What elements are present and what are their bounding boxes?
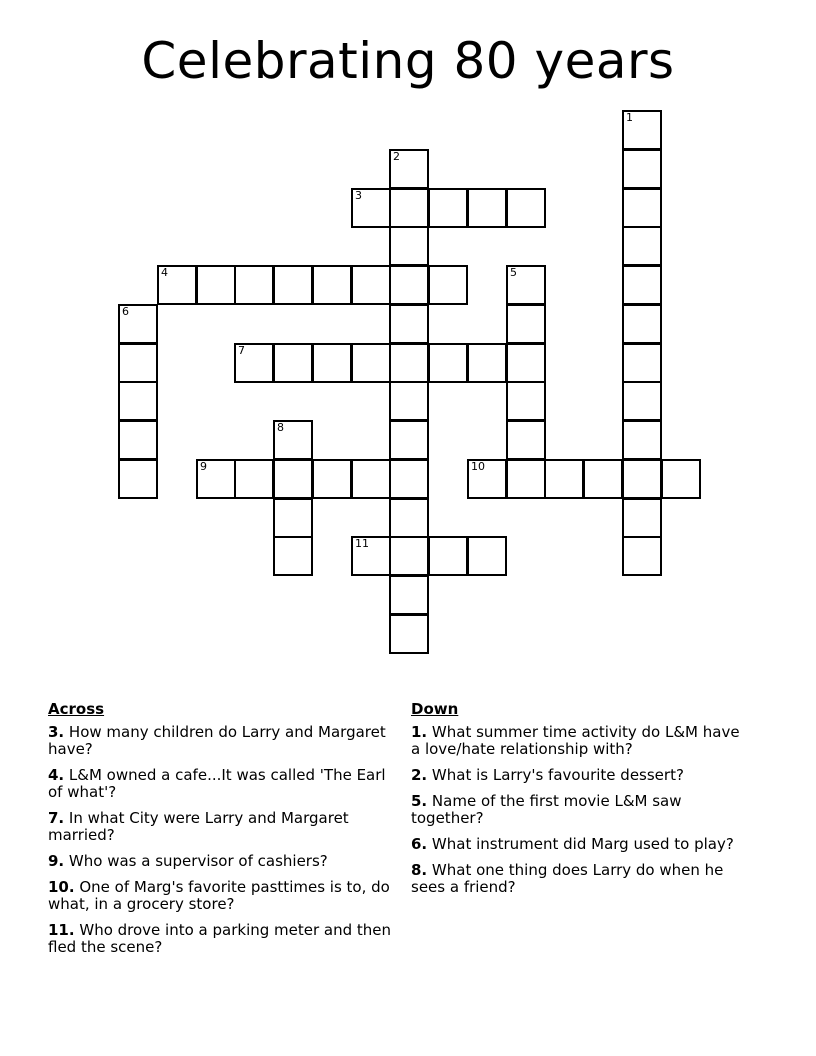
clue-number: 7. <box>48 809 65 827</box>
grid-cell[interactable] <box>506 265 546 305</box>
grid-cell[interactable] <box>273 536 313 576</box>
grid-cell[interactable] <box>506 381 546 421</box>
across-clue <box>48 879 393 913</box>
grid-cell[interactable] <box>118 420 158 460</box>
across-clue <box>48 724 393 758</box>
grid-cell[interactable] <box>428 343 468 383</box>
grid-cell[interactable] <box>622 498 662 538</box>
clue-number: 1. <box>411 723 428 741</box>
clue-text: How many children do Larry and Margaret have? <box>48 723 386 758</box>
across-clue <box>48 922 393 956</box>
clue-text: What is Larry's favourite dessert? <box>431 766 684 784</box>
down-clue <box>411 767 741 784</box>
grid-cell[interactable] <box>389 575 429 615</box>
cell-number: 3 <box>355 189 362 202</box>
grid-cell[interactable] <box>506 188 546 228</box>
grid-cell[interactable] <box>118 343 158 383</box>
clue-number: 3. <box>48 723 65 741</box>
grid-cell[interactable] <box>661 459 701 499</box>
grid-cell[interactable] <box>467 188 507 228</box>
cell-number: 10 <box>471 460 485 473</box>
grid-cell[interactable] <box>428 188 468 228</box>
clue-text: Who was a supervisor of cashiers? <box>68 852 328 870</box>
cell-number: 6 <box>122 305 129 318</box>
cell-number: 9 <box>200 460 207 473</box>
clue-text: One of Marg's favorite pasttimes is to, do what, in a grocery store? <box>48 878 390 913</box>
grid-cell[interactable] <box>234 343 274 383</box>
down-clue <box>411 793 741 827</box>
grid-cell[interactable] <box>118 304 158 344</box>
clue-text: What one thing does Larry do when he sees a friend? <box>411 861 724 896</box>
across-clue <box>48 853 393 870</box>
puzzle-title: Celebrating 80 years <box>141 32 675 90</box>
down-clues <box>411 700 741 905</box>
across-clues <box>48 700 393 965</box>
cell-number: 5 <box>510 266 517 279</box>
grid-cell[interactable] <box>389 420 429 460</box>
grid-cell[interactable] <box>389 226 429 266</box>
cell-number: 7 <box>238 344 245 357</box>
grid-cell[interactable] <box>389 188 429 228</box>
grid-cell[interactable] <box>622 110 662 150</box>
grid-cell[interactable] <box>389 343 429 383</box>
clue-number: 11. <box>48 921 75 939</box>
grid-cell[interactable] <box>312 343 352 383</box>
grid-cell[interactable] <box>389 265 429 305</box>
grid-cell[interactable] <box>312 459 352 499</box>
grid-cell[interactable] <box>118 459 158 499</box>
grid-cell[interactable] <box>273 498 313 538</box>
grid-cell[interactable] <box>467 536 507 576</box>
clue-number: 8. <box>411 861 428 879</box>
grid-cell[interactable] <box>389 614 429 654</box>
down-heading: Down <box>411 700 459 718</box>
across-clue <box>48 767 393 801</box>
grid-cell[interactable] <box>351 265 391 305</box>
clue-number: 4. <box>48 766 65 784</box>
cell-number: 4 <box>161 266 168 279</box>
clue-number: 10. <box>48 878 75 896</box>
grid-cell[interactable] <box>506 459 546 499</box>
down-clue <box>411 862 741 896</box>
grid-cell[interactable] <box>622 536 662 576</box>
grid-cell[interactable] <box>389 498 429 538</box>
grid-cell[interactable] <box>467 343 507 383</box>
grid-cell[interactable] <box>196 459 236 499</box>
grid-cell[interactable] <box>389 381 429 421</box>
clue-text: What instrument did Marg used to play? <box>431 835 734 853</box>
grid-cell[interactable] <box>273 343 313 383</box>
cell-number: 1 <box>626 111 633 124</box>
clue-text: Who drove into a parking meter and then fled the scene? <box>48 921 392 956</box>
grid-cell[interactable] <box>583 459 623 499</box>
down-clue <box>411 724 741 758</box>
grid-cell[interactable] <box>389 459 429 499</box>
grid-cell[interactable] <box>234 265 274 305</box>
grid-cell[interactable] <box>351 459 391 499</box>
grid-cell[interactable] <box>506 304 546 344</box>
grid-cell[interactable] <box>506 420 546 460</box>
clue-number: 9. <box>48 852 65 870</box>
grid-cell[interactable] <box>622 304 662 344</box>
grid-cell[interactable] <box>428 536 468 576</box>
grid-cell[interactable] <box>622 188 662 228</box>
grid-cell[interactable] <box>273 459 313 499</box>
cell-number: 2 <box>393 150 400 163</box>
across-clue <box>48 810 393 844</box>
grid-cell[interactable] <box>389 149 429 189</box>
grid-cell[interactable] <box>157 265 197 305</box>
across-heading: Across <box>48 700 105 718</box>
grid-cell[interactable] <box>234 459 274 499</box>
grid-cell[interactable] <box>622 420 662 460</box>
grid-cell[interactable] <box>622 149 662 189</box>
grid-cell[interactable] <box>544 459 584 499</box>
grid-cell[interactable] <box>622 265 662 305</box>
cell-number: 8 <box>277 421 284 434</box>
down-clue <box>411 836 741 853</box>
clue-text: Name of the first movie L&M saw together? <box>411 792 682 827</box>
grid-cell[interactable] <box>118 381 158 421</box>
clue-number: 5. <box>411 792 428 810</box>
grid-cell[interactable] <box>622 381 662 421</box>
grid-cell[interactable] <box>389 536 429 576</box>
cell-number: 11 <box>355 537 369 550</box>
grid-cell[interactable] <box>506 343 546 383</box>
grid-cell[interactable] <box>622 226 662 266</box>
clue-text: In what City were Larry and Margaret married? <box>48 809 349 844</box>
grid-cell[interactable] <box>467 459 507 499</box>
clue-text: L&M owned a cafe...It was called 'The Earl of what'? <box>48 766 386 801</box>
grid-cell[interactable] <box>312 265 352 305</box>
grid-cell[interactable] <box>389 304 429 344</box>
grid-cell[interactable] <box>351 536 391 576</box>
grid-cell[interactable] <box>273 420 313 460</box>
clue-text: What summer time activity do L&M have a love/hate relationship with? <box>411 723 740 758</box>
grid-cell[interactable] <box>351 188 391 228</box>
grid-cell[interactable] <box>273 265 313 305</box>
clue-number: 6. <box>411 835 428 853</box>
grid-cell[interactable] <box>351 343 391 383</box>
clue-number: 2. <box>411 766 428 784</box>
grid-cell[interactable] <box>428 265 468 305</box>
grid-cell[interactable] <box>622 343 662 383</box>
grid-cell[interactable] <box>622 459 662 499</box>
grid-cell[interactable] <box>196 265 236 305</box>
